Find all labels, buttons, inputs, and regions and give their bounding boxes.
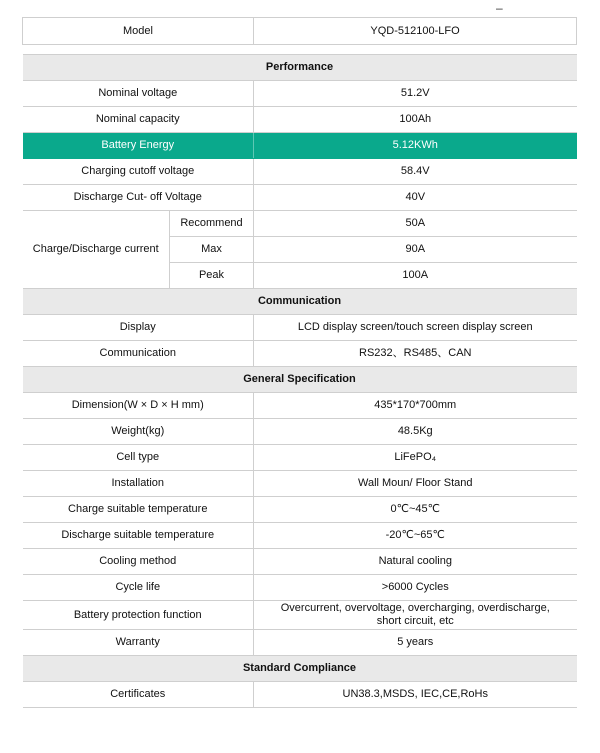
row-display — [23, 315, 577, 341]
section-communication-title: Communication — [23, 289, 577, 315]
warranty-value: 5 years — [254, 630, 577, 656]
row-nominal-voltage — [23, 81, 577, 107]
row-battery-energy — [23, 133, 577, 159]
row-nominal-capacity — [23, 107, 577, 133]
installation-label: Installation — [23, 471, 254, 497]
nominal-voltage-label: Nominal voltage — [23, 81, 254, 107]
row-dimension — [23, 393, 577, 419]
row-cell-type — [23, 445, 577, 471]
row-model — [23, 18, 577, 45]
protection-label: Battery protection function — [23, 601, 254, 630]
discharge-cutoff-value: 40V — [254, 185, 577, 211]
nominal-voltage-value: 51.2V — [254, 81, 577, 107]
recommend-value: 50A — [254, 211, 577, 237]
row-warranty — [23, 630, 577, 656]
cooling-label: Cooling method — [23, 549, 254, 575]
battery-energy-value: 5.12KWh — [254, 133, 577, 159]
nominal-capacity-value: 100Ah — [254, 107, 577, 133]
communication-value: RS232、RS485、CAN — [254, 341, 577, 367]
max-label: Max — [170, 237, 254, 263]
cell-type-value: LiFePO₄ — [254, 445, 577, 471]
row-cooling — [23, 549, 577, 575]
row-communication — [23, 341, 577, 367]
protection-value: Overcurrent, overvoltage, overcharging, overdischarge, short circuit, etc — [254, 601, 577, 630]
max-value: 90A — [254, 237, 577, 263]
row-certificates — [23, 682, 577, 708]
peak-label: Peak — [170, 263, 254, 289]
row-weight — [23, 419, 577, 445]
cooling-value: Natural cooling — [254, 549, 577, 575]
battery-energy-label: Battery Energy — [23, 133, 254, 159]
dimension-label: Dimension(W × D × H mm) — [23, 393, 254, 419]
recommend-label: Recommend — [170, 211, 254, 237]
charging-cutoff-value: 58.4V — [254, 159, 577, 185]
communication-label: Communication — [23, 341, 254, 367]
display-value: LCD display screen/touch screen display screen — [254, 315, 577, 341]
spec-table — [22, 17, 577, 708]
cell-type-label: Cell type — [23, 445, 254, 471]
current-label: Charge/Discharge current — [23, 211, 170, 289]
peak-value: 100A — [254, 263, 577, 289]
charge-temp-label: Charge suitable temperature — [23, 497, 254, 523]
model-label: Model — [23, 18, 254, 45]
weight-label: Weight(kg) — [23, 419, 254, 445]
cycle-life-value: >6000 Cycles — [254, 575, 577, 601]
charging-cutoff-label: Charging cutoff voltage — [23, 159, 254, 185]
row-charging-cutoff — [23, 159, 577, 185]
dimension-value: 435*170*700mm — [254, 393, 577, 419]
certificates-value: UN38.3,MSDS, IEC,CE,RoHs — [254, 682, 577, 708]
model-value: YQD-512100-LFO — [254, 18, 577, 45]
row-charge-temp — [23, 497, 577, 523]
charge-temp-value: 0℃~45℃ — [254, 497, 577, 523]
row-cycle-life — [23, 575, 577, 601]
row-discharge-cutoff — [23, 185, 577, 211]
certificates-label: Certificates — [23, 682, 254, 708]
weight-value: 48.5Kg — [254, 419, 577, 445]
installation-value: Wall Moun/ Floor Stand — [254, 471, 577, 497]
discharge-cutoff-label: Discharge Cut- off Voltage — [23, 185, 254, 211]
row-installation — [23, 471, 577, 497]
cycle-life-label: Cycle life — [23, 575, 254, 601]
section-performance-title: Performance — [23, 55, 577, 81]
section-compliance-title: Standard Compliance — [23, 656, 577, 682]
discharge-temp-value: -20℃~65℃ — [254, 523, 577, 549]
nominal-capacity-label: Nominal capacity — [23, 107, 254, 133]
discharge-temp-label: Discharge suitable temperature — [23, 523, 254, 549]
row-protection — [23, 601, 577, 630]
display-label: Display — [23, 315, 254, 341]
warranty-label: Warranty — [23, 630, 254, 656]
row-current-recommend — [23, 211, 577, 237]
top-mark: – — [496, 1, 503, 15]
row-discharge-temp — [23, 523, 577, 549]
section-general-title: General Specification — [23, 367, 577, 393]
